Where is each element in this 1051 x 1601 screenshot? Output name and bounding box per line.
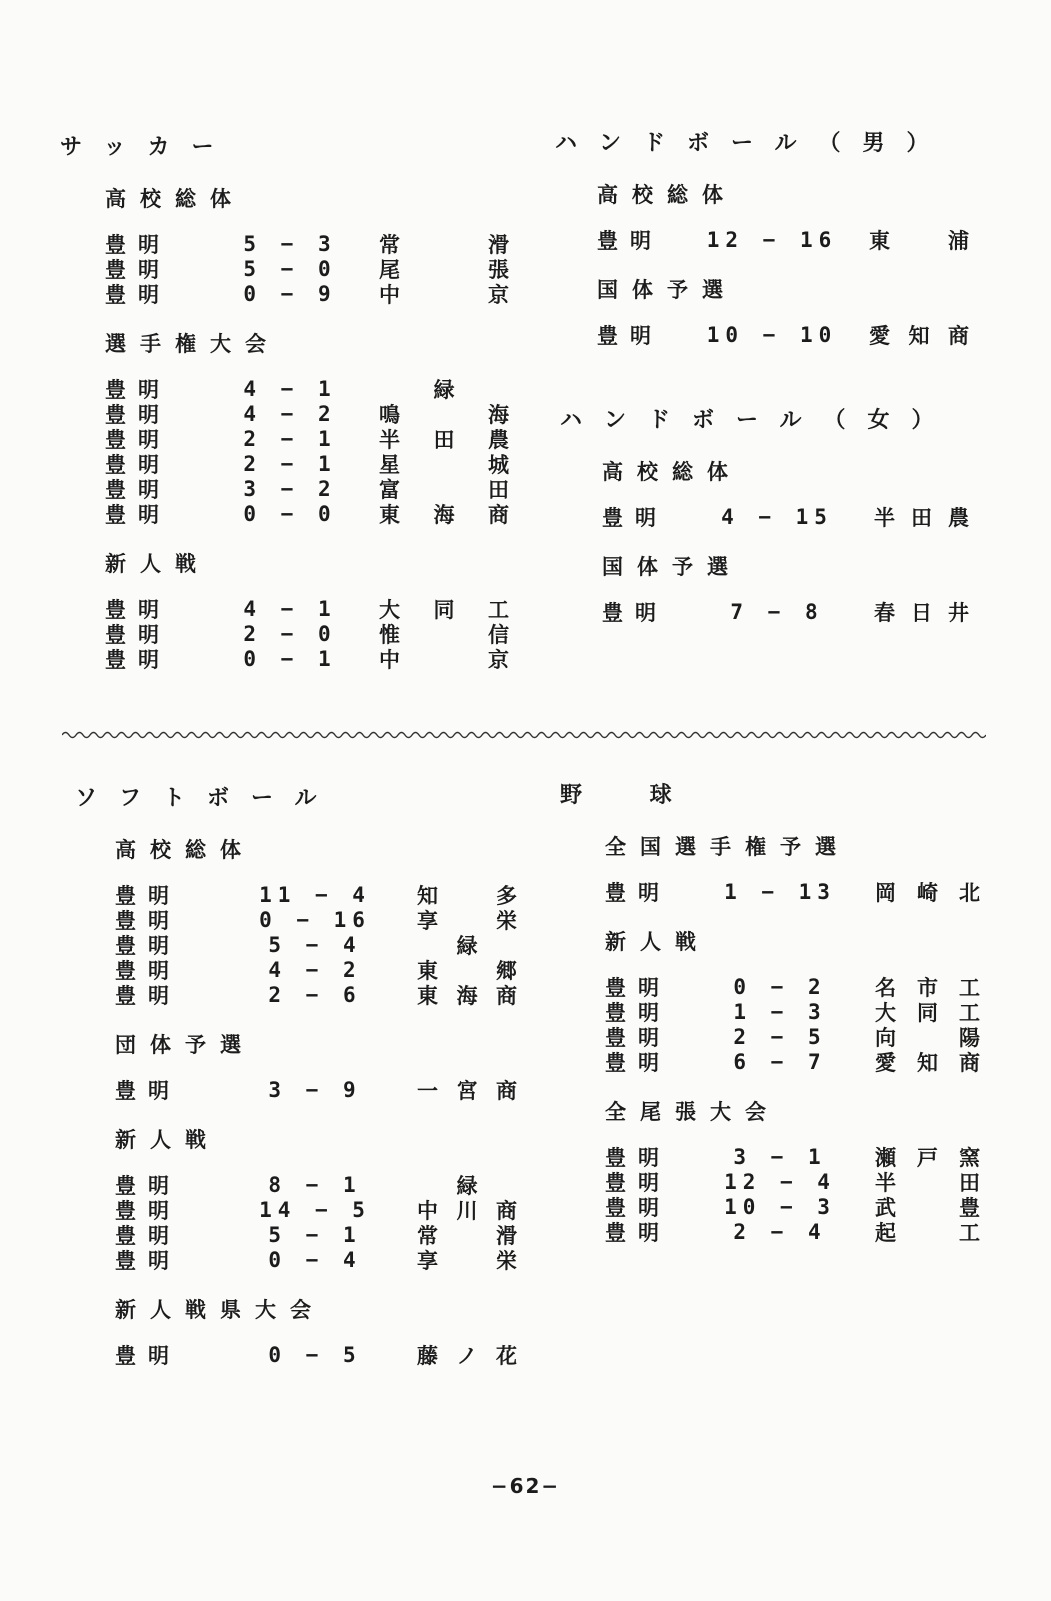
- result-row: [605, 1219, 980, 1244]
- match-score: 3 − 9: [268, 1077, 362, 1102]
- match-score: 0 − 5: [268, 1342, 362, 1367]
- opponent-name: 中 京: [379, 282, 509, 307]
- team-name: 豊明: [105, 597, 171, 622]
- team-name: 豊明: [605, 1000, 671, 1025]
- match-score: 5 − 0: [243, 256, 337, 281]
- results-section: [105, 328, 510, 526]
- result-row: [605, 974, 980, 999]
- team-name: 豊明: [115, 1173, 181, 1198]
- opponent-name: 起 工: [875, 1220, 980, 1245]
- handball-women-title: ハンドボール（女）: [560, 408, 956, 433]
- results-section: [602, 551, 980, 624]
- match-score: 2 − 0: [243, 621, 337, 646]
- opponent-name: 星 城: [379, 452, 509, 477]
- opponent-name: 向 陽: [875, 1025, 980, 1050]
- opponent-name: 岡 崎 北: [875, 880, 980, 905]
- result-row: [602, 504, 980, 529]
- team-name: 豊明: [105, 452, 171, 477]
- team-name: 豊明: [105, 232, 171, 257]
- section-title: 高校総体: [602, 460, 742, 484]
- result-row: [605, 1024, 980, 1049]
- section-title: 全国選手権予選: [605, 835, 850, 859]
- opponent-name: 名 市 工: [875, 975, 980, 1000]
- result-row: [605, 1194, 980, 1219]
- team-name: 豊明: [115, 1248, 181, 1273]
- opponent-name: 一 宮 商: [417, 1078, 517, 1103]
- opponent-name: 常 滑: [417, 1223, 517, 1248]
- opponent-name: 半 田 農: [379, 427, 509, 452]
- result-row: [605, 1049, 980, 1074]
- result-row: [605, 879, 980, 904]
- team-name: 豊明: [115, 1223, 181, 1248]
- team-name: 豊明: [105, 622, 171, 647]
- match-score: 1 − 3: [733, 999, 827, 1024]
- result-row: [115, 1197, 525, 1222]
- match-score: 4 − 15: [721, 504, 833, 529]
- match-score: 4 − 2: [268, 957, 362, 982]
- match-score: 8 − 1: [268, 1172, 362, 1197]
- handball-men-block: [555, 126, 975, 347]
- result-row: [105, 401, 510, 426]
- match-score: 5 − 3: [243, 231, 337, 256]
- match-score: 2 − 1: [243, 451, 337, 476]
- result-row: [115, 907, 525, 932]
- match-score: 5 − 1: [268, 1222, 362, 1247]
- match-score: 0 − 16: [259, 907, 371, 932]
- section-title: 高校総体: [597, 183, 737, 207]
- team-name: 豊明: [105, 282, 171, 307]
- opponent-name: 知 多: [417, 883, 517, 908]
- match-score: 4 − 2: [243, 401, 337, 426]
- match-score: 4 − 1: [243, 376, 337, 401]
- team-name: 豊明: [115, 1078, 181, 1103]
- result-row: [105, 646, 510, 671]
- section-title: 高校総体: [105, 187, 245, 211]
- section-title: 選手権大会: [105, 332, 280, 356]
- section-title: 新人戦県大会: [115, 1298, 325, 1322]
- match-score: 2 − 5: [733, 1024, 827, 1049]
- team-name: 豊明: [105, 377, 171, 402]
- match-score: 10 − 3: [724, 1194, 836, 1219]
- result-row: [105, 476, 510, 501]
- baseball-block: [560, 778, 980, 1244]
- opponent-name: 享 栄: [417, 908, 517, 933]
- match-score: 0 − 2: [733, 974, 827, 999]
- handball-men-title: ハンドボール（男）: [555, 131, 951, 156]
- match-score: 7 − 8: [730, 599, 824, 624]
- opponent-name: 瀬 戸 窯: [875, 1145, 980, 1170]
- match-score: 14 − 5: [259, 1197, 371, 1222]
- results-section: [605, 926, 980, 1074]
- results-section: [115, 834, 525, 1007]
- result-row: [105, 376, 510, 401]
- match-score: 0 − 1: [243, 646, 337, 671]
- results-section: [597, 274, 975, 347]
- opponent-name: 富 田: [379, 477, 509, 502]
- team-name: 豊明: [605, 1025, 671, 1050]
- section-title: 国体予選: [602, 555, 742, 579]
- match-score: 5 − 4: [268, 932, 362, 957]
- section-title: 団体予選: [115, 1033, 255, 1057]
- opponent-name: 大 同 工: [379, 597, 509, 622]
- section-title: 新人戦: [115, 1128, 220, 1152]
- section-title: 国体予選: [597, 278, 737, 302]
- match-score: 3 − 2: [243, 476, 337, 501]
- opponent-name: 半 田 農: [874, 505, 969, 530]
- opponent-name: 惟 信: [379, 622, 509, 647]
- result-row: [115, 1222, 525, 1247]
- results-section: [115, 1294, 525, 1367]
- result-row: [602, 599, 980, 624]
- result-row: [105, 501, 510, 526]
- match-score: 11 − 4: [259, 882, 371, 907]
- team-name: 豊明: [605, 1050, 671, 1075]
- result-row: [105, 281, 510, 306]
- team-name: 豊明: [105, 402, 171, 427]
- team-name: 豊明: [115, 1198, 181, 1223]
- opponent-name: 尾 張: [379, 257, 509, 282]
- soccer-title: サッカー: [60, 135, 236, 160]
- opponent-name: 春 日 井: [874, 600, 969, 625]
- team-name: 豊明: [605, 1145, 671, 1170]
- result-row: [115, 1247, 525, 1272]
- match-score: 12 − 4: [724, 1169, 836, 1194]
- team-name: 豊明: [105, 647, 171, 672]
- opponent-name: 鳴 海: [379, 402, 509, 427]
- section-title: 新人戦: [105, 552, 210, 576]
- result-row: [105, 231, 510, 256]
- opponent-name: 藤 ノ 花: [417, 1343, 517, 1368]
- result-row: [115, 932, 525, 957]
- match-score: 0 − 9: [243, 281, 337, 306]
- match-score: 0 − 4: [268, 1247, 362, 1272]
- result-row: [115, 1077, 525, 1102]
- team-name: 豊明: [597, 228, 663, 253]
- match-score: 10 − 10: [706, 322, 838, 347]
- opponent-name: 東 海 商: [417, 983, 517, 1008]
- match-score: 4 − 1: [243, 596, 337, 621]
- result-row: [605, 1144, 980, 1169]
- softball-title: ソフトボール: [75, 786, 339, 811]
- team-name: 豊明: [115, 958, 181, 983]
- team-name: 豊明: [605, 1170, 671, 1195]
- result-row: [105, 451, 510, 476]
- results-section: [605, 831, 980, 904]
- opponent-name: 東 郷: [417, 958, 517, 983]
- match-score: 2 − 4: [733, 1219, 827, 1244]
- team-name: 豊明: [105, 477, 171, 502]
- opponent-name: 半 田: [875, 1170, 980, 1195]
- team-name: 豊明: [115, 883, 181, 908]
- team-name: 豊明: [605, 1195, 671, 1220]
- results-section: [602, 456, 980, 529]
- team-name: 豊明: [115, 983, 181, 1008]
- opponent-name: 愛 知 商: [875, 1050, 980, 1075]
- section-title: 新人戦: [605, 930, 710, 954]
- opponent-name: 東 浦: [869, 228, 969, 253]
- match-score: 2 − 6: [268, 982, 362, 1007]
- opponent-name: 東 海 商: [379, 502, 509, 527]
- baseball-title: 野 球: [560, 783, 702, 808]
- result-row: [115, 1172, 525, 1197]
- results-section: [115, 1124, 525, 1272]
- team-name: 豊明: [105, 427, 171, 452]
- team-name: 豊明: [605, 880, 671, 905]
- opponent-name: 緑: [456, 1173, 478, 1198]
- wavy-divider: [62, 728, 986, 742]
- match-score: 0 − 0: [243, 501, 337, 526]
- result-row: [597, 322, 975, 347]
- soccer-block: [60, 130, 510, 671]
- team-name: 豊明: [605, 1220, 671, 1245]
- opponent-name: 中 京: [379, 647, 509, 672]
- results-section: [597, 179, 975, 252]
- opponent-name: 緑: [456, 933, 478, 958]
- team-name: 豊明: [115, 908, 181, 933]
- opponent-name: 愛 知 商: [869, 323, 969, 348]
- opponent-name: 中 川 商: [417, 1198, 517, 1223]
- opponent-name: 享 栄: [417, 1248, 517, 1273]
- page-number: −62−: [490, 1474, 561, 1498]
- team-name: 豊明: [105, 502, 171, 527]
- team-name: 豊明: [115, 933, 181, 958]
- match-score: 12 − 16: [706, 227, 838, 252]
- opponent-name: 緑: [433, 377, 455, 402]
- match-score: 2 − 1: [243, 426, 337, 451]
- team-name: 豊明: [115, 1343, 181, 1368]
- result-row: [105, 256, 510, 281]
- section-title: 高校総体: [115, 838, 255, 862]
- team-name: 豊明: [105, 257, 171, 282]
- result-row: [105, 596, 510, 621]
- result-row: [115, 982, 525, 1007]
- result-row: [115, 957, 525, 982]
- results-section: [105, 183, 510, 306]
- result-row: [115, 882, 525, 907]
- results-section: [105, 548, 510, 671]
- match-score: 3 − 1: [733, 1144, 827, 1169]
- result-row: [605, 999, 980, 1024]
- handball-women-block: [560, 403, 980, 624]
- result-row: [105, 621, 510, 646]
- result-row: [105, 426, 510, 451]
- results-section: [605, 1096, 980, 1244]
- match-score: 1 − 13: [724, 879, 836, 904]
- team-name: 豊明: [602, 600, 668, 625]
- team-name: 豊明: [605, 975, 671, 1000]
- opponent-name: 武 豊: [875, 1195, 980, 1220]
- team-name: 豊明: [602, 505, 668, 530]
- section-title: 全尾張大会: [605, 1100, 780, 1124]
- opponent-name: 大 同 工: [875, 1000, 980, 1025]
- match-score: 6 − 7: [733, 1049, 827, 1074]
- softball-block: [75, 781, 525, 1367]
- result-row: [115, 1342, 525, 1367]
- result-row: [597, 227, 975, 252]
- team-name: 豊明: [597, 323, 663, 348]
- results-section: [115, 1029, 525, 1102]
- opponent-name: 常 滑: [379, 232, 509, 257]
- result-row: [605, 1169, 980, 1194]
